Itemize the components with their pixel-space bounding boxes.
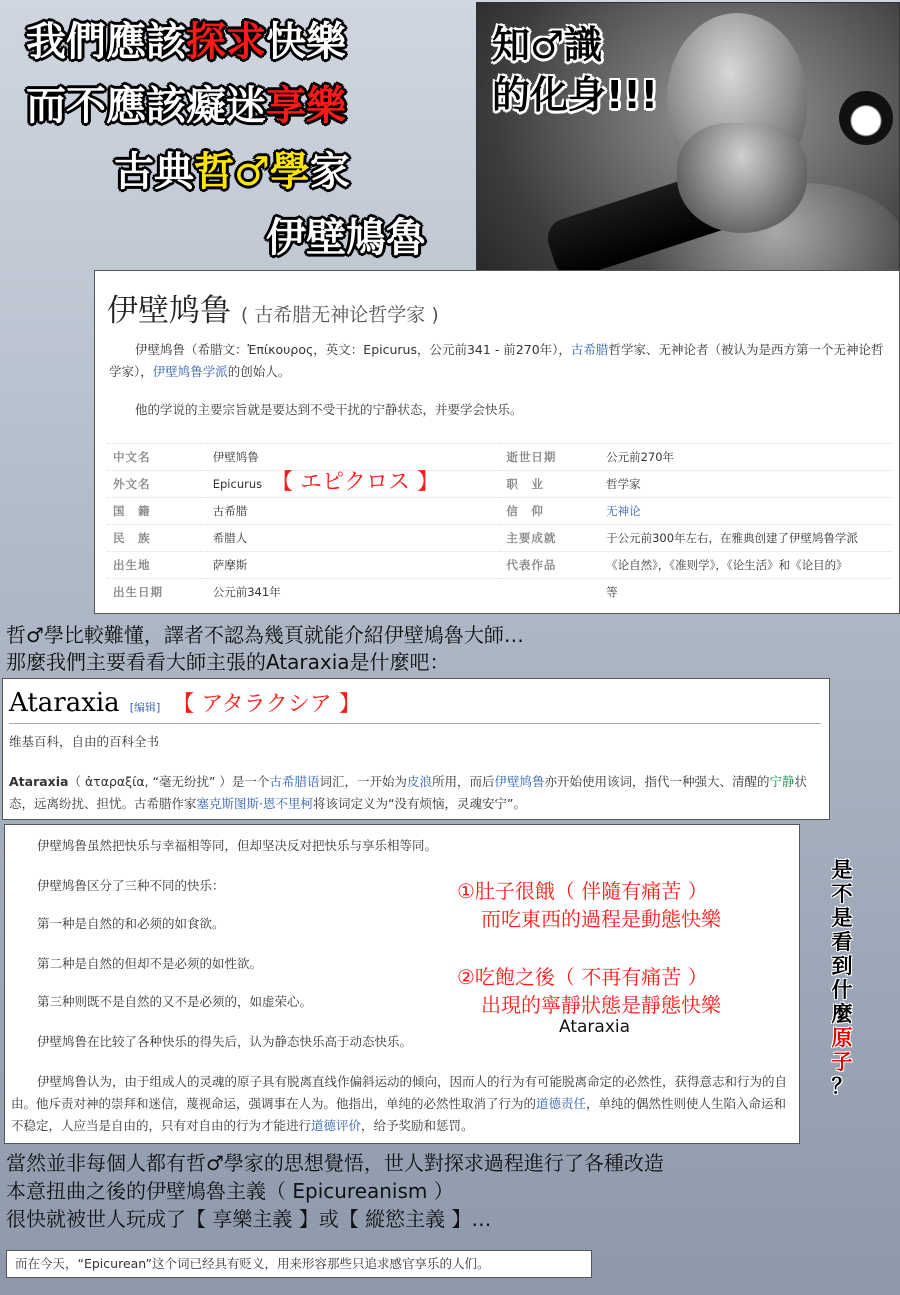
narration1-line2: 那麼我們主要看看大師主張的Ataraxia是什麼吧： [6, 650, 450, 674]
wiki-source: 维基百科，自由的百科全书 [9, 734, 160, 749]
link-ancient-greece[interactable]: 古希腊 [570, 342, 609, 357]
narration2-line1: 當然並非每個人都有哲♂學家的思想覺悟，世人對探求過程進行了各種改造 [6, 1151, 664, 1175]
info-value: 公元前341年 [207, 579, 501, 606]
baike-title: 伊壁鸠鲁 ( 古希腊无神论哲学家 ) [107, 293, 439, 329]
footnote-box [6, 1250, 592, 1278]
pleasure-p1: 伊壁鸠鲁虽然把快乐与幸福相等同，但却坚决反对把快乐与享乐相等同。 [37, 838, 438, 853]
edit-link[interactable]: [编辑] [129, 701, 161, 714]
side-question-char: 是 [831, 858, 853, 882]
info-key [500, 579, 600, 606]
cartoon-face-icon [839, 91, 893, 145]
info-key: 外文名 [107, 471, 207, 498]
title-line-2: 而不應該癡迷享樂 [26, 83, 346, 129]
info-value: 希腊人 [207, 525, 501, 552]
info-key: 逝世日期 [500, 444, 600, 471]
info-row [107, 579, 893, 606]
pleasure-p3: 第一种是自然的和必须的如食欲。 [37, 916, 225, 931]
info-value: 萨摩斯 [207, 552, 501, 579]
narration1-line1: 哲♂學比較難懂，譯者不認為幾頁就能介紹伊壁鳩魯大師… [6, 623, 524, 647]
side-question-char: 看 [831, 930, 853, 954]
link-pyrrho[interactable]: 皮浪 [406, 774, 432, 789]
info-key: 出生地 [107, 552, 207, 579]
info-key: 职 业 [500, 471, 600, 498]
pleasure-panel [4, 824, 800, 1144]
link-sextus-empiricus[interactable]: 塞克斯图斯·恩不里柯 [196, 796, 313, 811]
info-value: 公元前270年 [600, 444, 893, 471]
link-epicurean-school[interactable]: 伊壁鸠鲁学派 [152, 364, 228, 379]
side-question-char: ？ [831, 1074, 853, 1098]
info-row [107, 552, 893, 579]
info-row [107, 444, 893, 471]
pleasure-p7: 伊壁鸠鲁认为，由于组成人的灵魂的原子具有脱离直线作偏斜运动的倾向，因而人的行为有可能脱离命定的必然性，获得意志和行为的自由。他斥责对神的崇拜和迷信，蔑视命运，强调事在人为。他指出，单纯的必然性取消了行为的道德责任，单纯的偶然性则使人生陷入命运和不稳定，人应当是自由的，只有对自由的行为才能进行道德评价，给予奖励和惩罚。 [11, 1074, 788, 1133]
narration2-line2: 本意扭曲之後的伊壁鳩魯主義（ Epicureanism ） [6, 1179, 454, 1203]
link-moral-evaluation[interactable]: 道德评价 [311, 1118, 362, 1133]
side-question-char: 原 [831, 1026, 853, 1050]
wiki-title: Ataraxia [编辑] 【 アタラクシア 】 [9, 688, 361, 718]
red-note-1: ①肚子很餓（ 伴隨有痛苦 ） 而吃東西的過程是動態快樂 [457, 879, 721, 931]
link-epicurus[interactable]: 伊壁鸠鲁 [494, 774, 545, 789]
red-note-2: ②吃飽之後（ 不再有痛苦 ） 出現的寧靜狀態是靜態快樂 [457, 965, 721, 1017]
info-value: 等 [600, 579, 893, 606]
info-row [107, 471, 893, 498]
ataraxia-label: Ataraxia [559, 1017, 631, 1037]
side-question-char: 不 [831, 882, 853, 906]
info-table [107, 443, 893, 605]
side-question-char: 什 [831, 978, 853, 1002]
ataraxia-katakana: 【 アタラクシア 】 [172, 692, 361, 717]
footnote-text: 而在今天，“Epicurean”这个词已经具有贬义，用来形容那些只追求感官享乐的人们。 [15, 1256, 490, 1271]
title-line-3: 古典哲♂學家 [114, 149, 350, 195]
info-value: 伊壁鸠鲁 [207, 444, 501, 471]
info-key: 代表作品 [500, 552, 600, 579]
info-row [107, 525, 893, 552]
info-key: 主要成就 [500, 525, 600, 552]
info-key: 中文名 [107, 444, 207, 471]
info-key: 出生日期 [107, 579, 207, 606]
info-key: 民 族 [107, 525, 207, 552]
title-line-1: 我們應該探求快樂 [26, 19, 346, 65]
epicurus-katakana: 【 エピクロス 】 [271, 470, 439, 495]
info-key: 信 仰 [500, 498, 600, 525]
baike-panel [94, 270, 900, 614]
info-value: 哲学家 [600, 471, 893, 498]
info-value: 于公元前300年左右，在雅典创建了伊壁鸠鲁学派 [600, 525, 893, 552]
info-value[interactable]: 无神论 [600, 498, 893, 525]
link-ancient-greek[interactable]: 古希腊语 [269, 774, 320, 789]
narration2-line3: 很快就被世人玩成了【 享樂主義 】或【 縱慾主義 】… [6, 1207, 492, 1231]
pleasure-p6: 伊壁鸠鲁在比较了各种快乐的得失后，认为静态快乐高于动态快乐。 [37, 1034, 413, 1049]
pleasure-p5: 第三种则既不是自然的又不是必须的，如虚荣心。 [37, 994, 313, 1009]
side-question [828, 858, 856, 1098]
info-value: 古希腊 [207, 498, 501, 525]
title-line-4: 伊壁鳩魯 [266, 215, 426, 261]
info-value: 《论自然》，《准则学》，《论生活》和《论目的》 [600, 552, 893, 579]
side-question-char: 是 [831, 906, 853, 930]
info-key: 国 籍 [107, 498, 207, 525]
pleasure-p4: 第二种是自然的但却不是必须的如性欲。 [37, 956, 263, 971]
link-moral-responsibility[interactable]: 道德责任 [536, 1096, 587, 1111]
info-value: Epicurus [207, 471, 501, 498]
side-question-char: 麼 [831, 1002, 853, 1026]
photo-caption: 知♂識 的化身!!! [492, 23, 658, 117]
wiki-divider [9, 723, 821, 724]
info-row [107, 498, 893, 525]
wiki-definition: Ataraxia（ ἀταραξία, “毫无纷扰” ）是一个古希腊语词汇，一开始为皮浪所用，而后伊壁鸠鲁亦开始使用该词，指代一种强大、清醒的宁静状态，远离纷扰、担忧。古希腊作家塞克斯图斯·恩不里柯将该词定义为“没有烦恼，灵魂安宁”。 [9, 774, 808, 811]
link-tranquility[interactable]: 宁静 [769, 774, 795, 789]
side-question-char: 子 [831, 1050, 853, 1074]
side-question-char: 到 [831, 954, 853, 978]
wiki-panel [2, 678, 830, 820]
baike-para2: 他的学说的主要宗旨就是要达到不受干扰的宁静状态，并要学会快乐。 [135, 402, 523, 417]
baike-intro: 伊壁鸠鲁（希腊文：Ἐπίκουρος，英文：Epicurus，公元前341 - 前270年），古希腊哲学家、无神论者（被认为是西方第一个无神论哲学家），伊壁鸠鲁学派的创始人。 [109, 342, 884, 379]
pleasure-p2: 伊壁鸠鲁区分了三种不同的快乐： [37, 878, 225, 893]
